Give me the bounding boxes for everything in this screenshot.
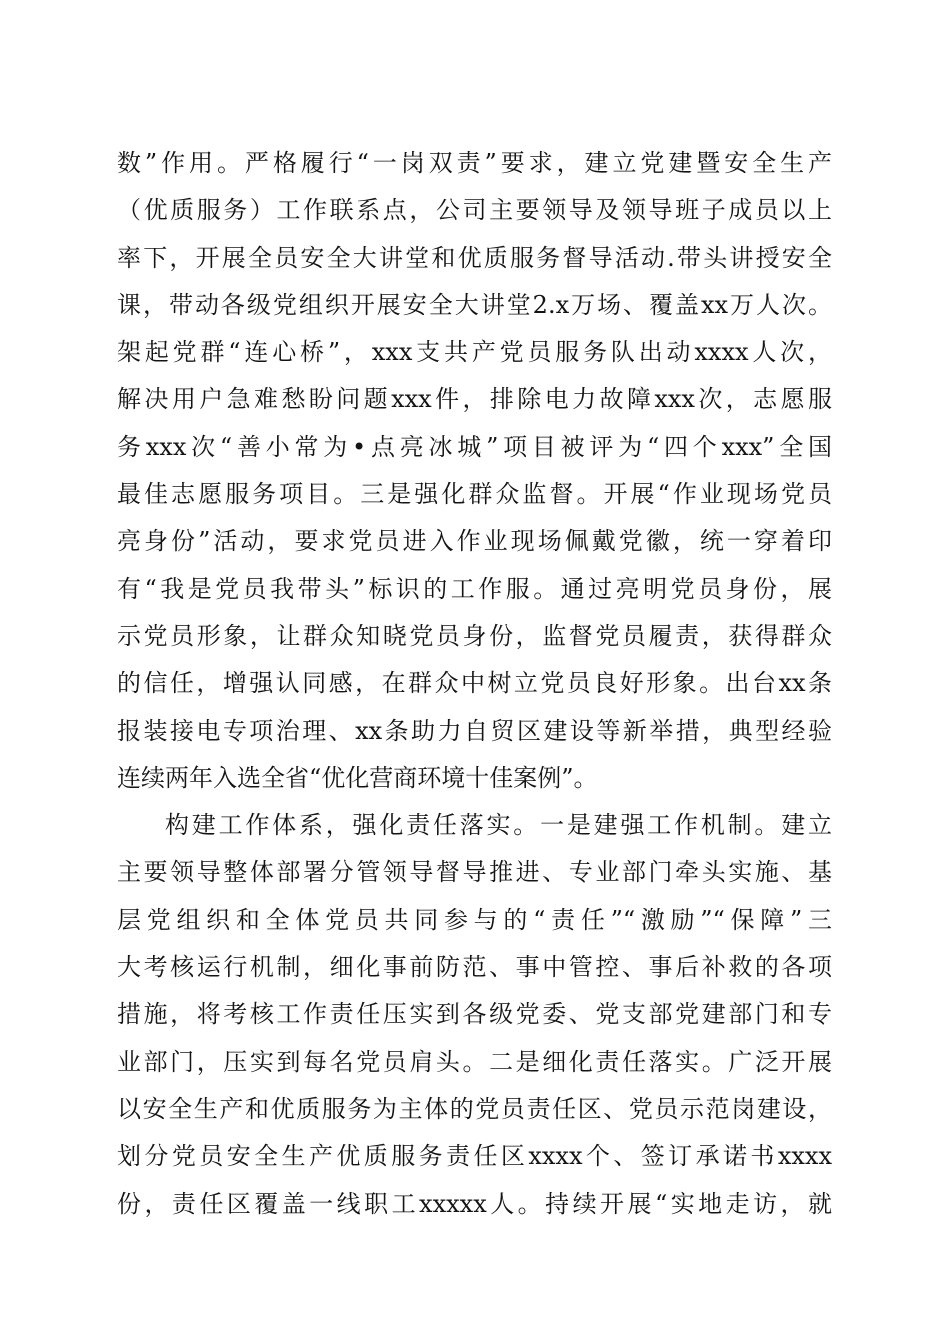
text-line: 份，责任区覆盖一线职工xxxxx人。持续开展“实地走访，就: [117, 1189, 832, 1218]
text-line: 报装接电专项治理、xx条助力自贸区建设等新举措，典型经验: [117, 716, 832, 745]
text-line: 构建工作体系，强化责任落实。一是建强工作机制。建立: [165, 811, 832, 840]
text-line: 解决用户急难愁盼问题xxx件，排除电力故障xxx次，志愿服: [117, 385, 832, 414]
text-line: 架起党群“连心桥”，xxx支共产党员服务队出动xxxx人次，: [117, 338, 832, 367]
text-line: 以安全生产和优质服务为主体的党员责任区、党员示范岗建设，: [117, 1094, 832, 1123]
text-line: 划分党员安全生产优质服务责任区xxxx个、签订承诺书xxxx: [117, 1142, 832, 1171]
text-line: 数”作用。严格履行“一岗双责”要求，建立党建暨安全生产: [117, 149, 832, 177]
text-line: 最佳志愿服务项目。三是强化群众监督。开展“作业现场党员: [117, 480, 832, 509]
text-line: 的信任，增强认同感，在群众中树立党员良好形象。出台xx条: [117, 669, 832, 698]
text-line: 率下，开展全员安全大讲堂和优质服务督导活动.带头讲授安全: [117, 243, 832, 272]
text-line: 亮身份”活动，要求党员进入作业现场佩戴党徽，统一穿着印: [117, 527, 832, 556]
text-line: 主要领导整体部署分管领导督导推进、专业部门牵头实施、基: [117, 858, 832, 887]
text-line: 课，带动各级党组织开展安全大讲堂2.x万场、覆盖xx万人次。: [117, 290, 832, 319]
text-line: 层党组织和全体党员共同参与的“责任”“激励”“保障”三: [117, 905, 832, 934]
text-line: 大考核运行机制，细化事前防范、事中管控、事后补救的各项: [117, 953, 832, 982]
text-line: 务xxx次“善小常为•点亮冰城”项目被评为“四个xxx”全国: [117, 432, 832, 461]
text-line: （优质服务）工作联系点，公司主要领导及领导班子成员以上: [117, 196, 832, 225]
text-line: 有“我是党员我带头”标识的工作服。通过亮明党员身份，展: [117, 574, 832, 603]
paragraph: [117, 802, 832, 1228]
text-line: 业部门，压实到每名党员肩头。二是细化责任落实。广泛开展: [117, 1047, 832, 1076]
text-line: 措施，将考核工作责任压实到各级党委、党支部党建部门和专: [117, 1000, 832, 1029]
text-line: 连续两年入选全省“优化营商环境十佳案例”。: [117, 763, 598, 792]
document-body: [117, 140, 832, 1228]
text-line: 示党员形象，让群众知晓党员身份，监督党员履责，获得群众: [117, 621, 832, 650]
paragraph: [117, 140, 832, 802]
